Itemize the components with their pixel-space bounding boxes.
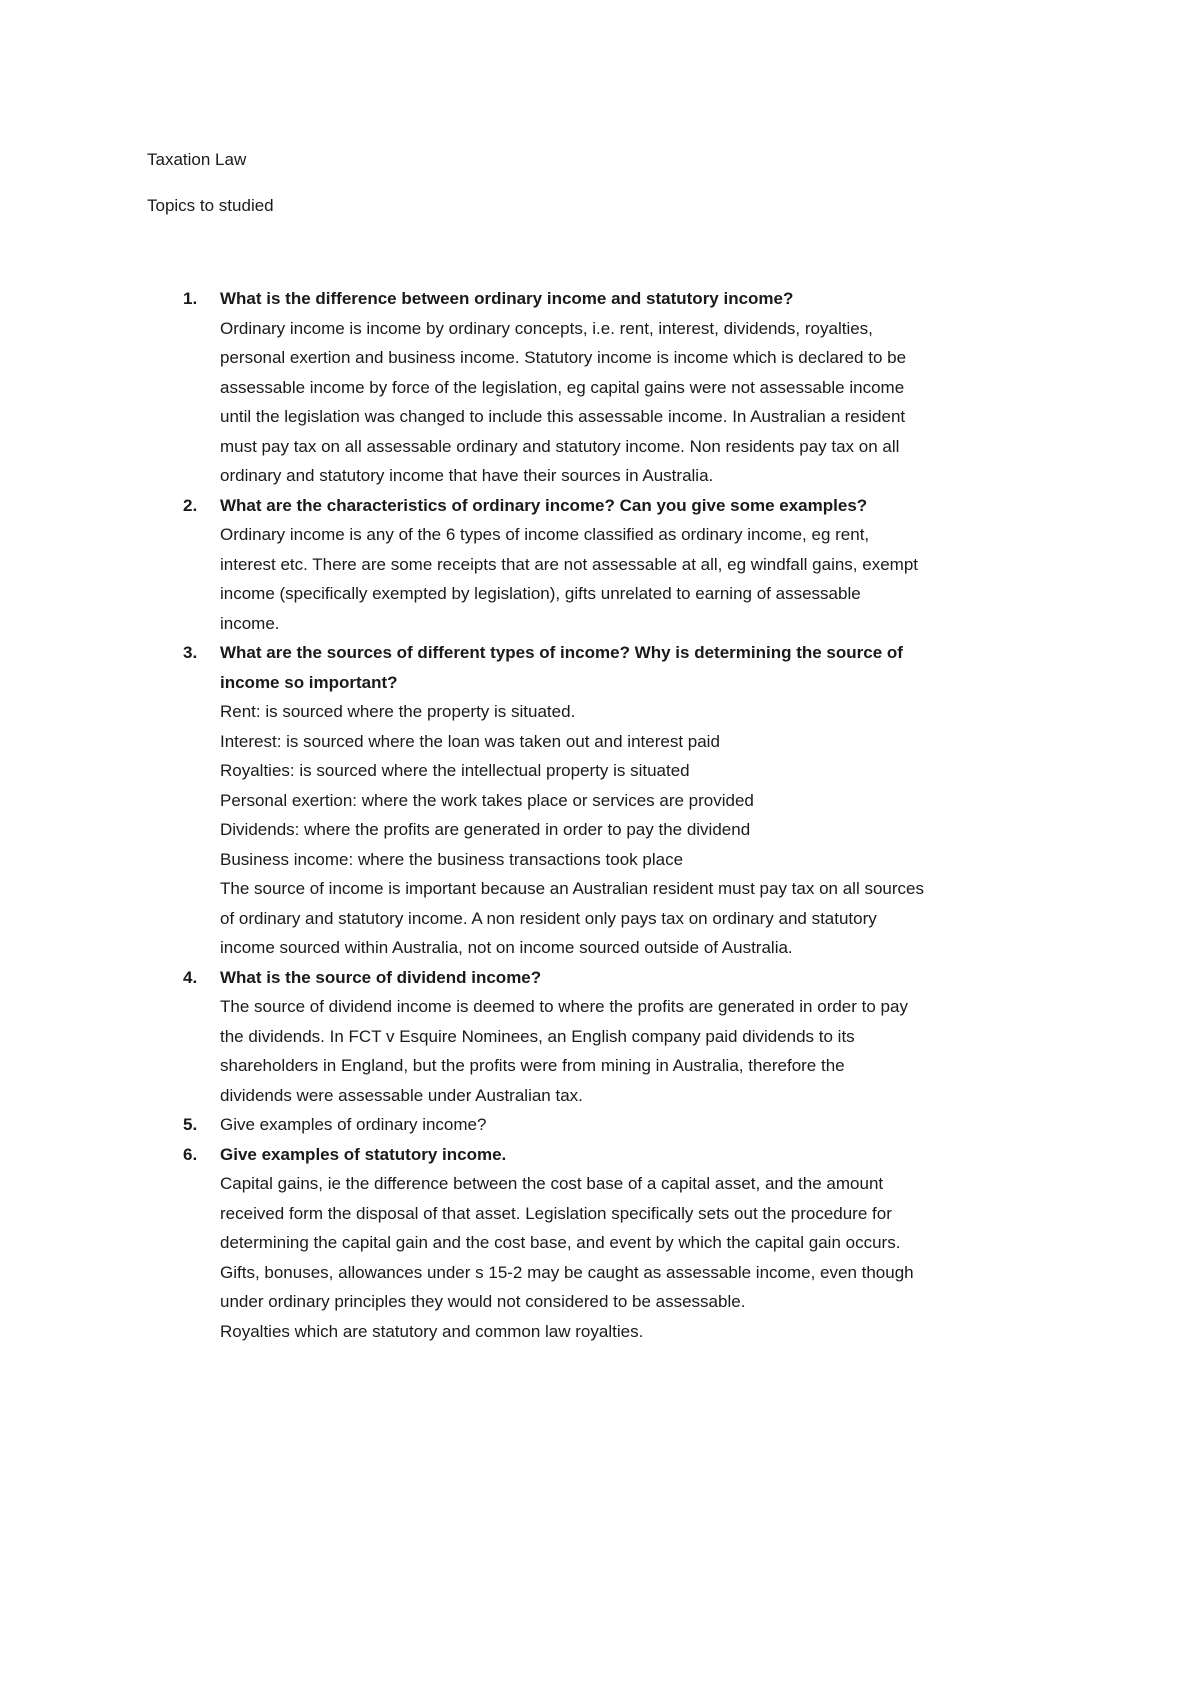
answer-line: interest etc. There are some receipts that are not assessable at all, eg windfall gains, exempt xyxy=(220,554,918,574)
question-text: What is the source of dividend income? xyxy=(220,967,542,987)
answer-line: determining the capital gain and the cost base, and event by which the capital gain occurs. xyxy=(220,1233,901,1252)
answer-line: until the legislation was changed to include this assessable income. In Australian a resident xyxy=(220,407,906,426)
question-number: 3. xyxy=(183,643,198,662)
document-title: Taxation Law xyxy=(147,150,247,169)
answer-line: Royalties: is sourced where the intellectual property is situated xyxy=(220,761,690,780)
answer-line: Interest: is sourced where the loan was taken out and interest paid xyxy=(220,731,720,751)
question-text: What are the characteristics of ordinary income? Can you give some examples? xyxy=(220,495,868,515)
question-item xyxy=(183,638,1070,963)
answer-line: ordinary and statutory income that have their sources in Australia. xyxy=(220,466,714,485)
answer-line: The source of income is important because an Australian resident must pay tax on all sources xyxy=(220,879,924,898)
answer-line: Capital gains, ie the difference between the cost base of a capital asset, and the amount xyxy=(220,1174,884,1193)
answer-line: Personal exertion: where the work takes place or services are provided xyxy=(220,790,754,810)
answer-line: of ordinary and statutory income. A non resident only pays tax on ordinary and statutory xyxy=(220,908,877,928)
question-list xyxy=(183,284,1070,1346)
answer-line: Ordinary income is any of the 6 types of income classified as ordinary income, eg rent, xyxy=(220,525,870,544)
answer-line: The source of dividend income is deemed to where the profits are generated in order to pay xyxy=(220,997,908,1016)
answer-line: assessable income by force of the legislation, eg capital gains were not assessable income xyxy=(220,377,905,397)
answer-line: Gifts, bonuses, allowances under s 15-2 may be caught as assessable income, even though xyxy=(220,1262,914,1282)
question-item xyxy=(183,1140,1070,1347)
answer-line: Royalties which are statutory and common law royalties. xyxy=(220,1321,644,1341)
question-item xyxy=(183,491,1070,639)
answer-line: income. xyxy=(220,613,280,633)
question-number: 6. xyxy=(183,1144,198,1164)
answer-line: received form the disposal of that asset. Legislation specifically sets out the procedure for xyxy=(220,1203,892,1223)
question-number: 4. xyxy=(183,967,198,987)
question-text: Give examples of ordinary income? xyxy=(220,1115,487,1134)
question-text: What is the difference between ordinary income and statutory income? xyxy=(220,289,794,308)
answer-line: Rent: is sourced where the property is situated. xyxy=(220,702,576,721)
answer-line: must pay tax on all assessable ordinary and statutory income. Non residents pay tax on all xyxy=(220,436,900,456)
question-number: 5. xyxy=(183,1115,198,1134)
answer-line: personal exertion and business income. Statutory income is income which is declared to be xyxy=(220,348,907,367)
answer-line: Dividends: where the profits are generated in order to pay the dividend xyxy=(220,820,751,839)
answer-line: under ordinary principles they would not considered to be assessable. xyxy=(220,1292,746,1311)
question-item xyxy=(183,963,1070,1111)
answer-line: Ordinary income is income by ordinary concepts, i.e. rent, interest, dividends, royalties, xyxy=(220,318,873,338)
question-item xyxy=(183,284,1070,491)
answer-line: dividends were assessable under Australian tax. xyxy=(220,1085,583,1105)
answer-line: income (specifically exempted by legislation), gifts unrelated to earning of assessable xyxy=(220,584,861,603)
question-number: 2. xyxy=(183,495,198,515)
question-text: What are the sources of different types of income? Why is determining the source of xyxy=(220,643,903,662)
answer-line: Business income: where the business transactions took place xyxy=(220,849,684,869)
answer-line: the dividends. In FCT v Esquire Nominees, an English company paid dividends to its xyxy=(220,1026,855,1046)
question-number: 1. xyxy=(183,289,198,308)
question-text: Give examples of statutory income. xyxy=(220,1144,507,1164)
answer-line: shareholders in England, but the profits were from mining in Australia, therefore the xyxy=(220,1056,845,1075)
question-item xyxy=(183,1110,1070,1140)
question-text: income so important? xyxy=(220,672,398,692)
answer-line: income sourced within Australia, not on income sourced outside of Australia. xyxy=(220,938,793,957)
document-subtitle: Topics to studied xyxy=(147,196,274,215)
